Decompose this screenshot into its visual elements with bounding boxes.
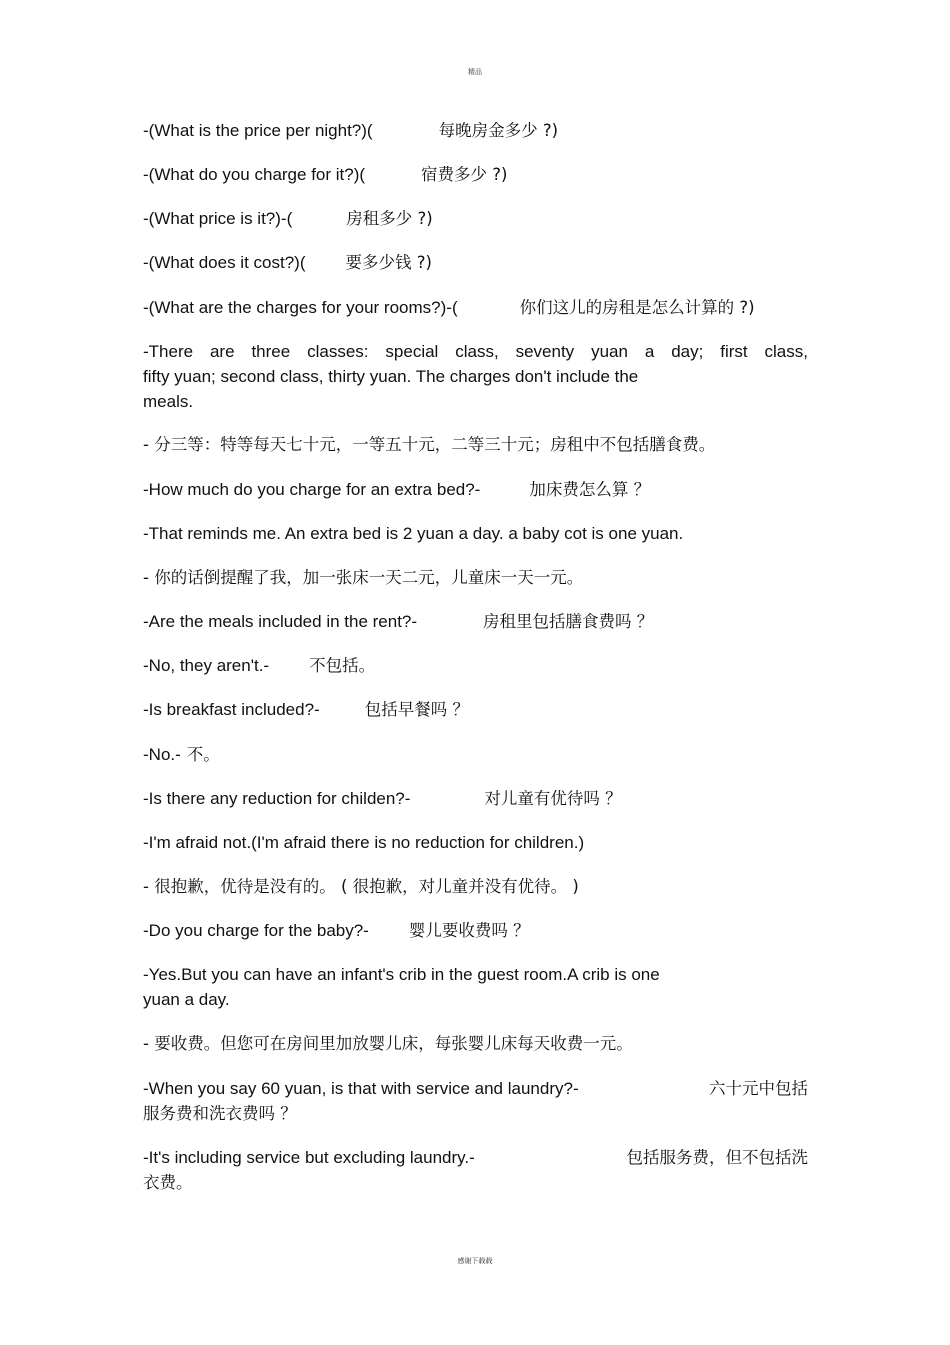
dialogue-line	[143, 565, 808, 590]
english-text: -There are three classes: special class, seventy yuan a day; first class,	[143, 342, 808, 361]
english-text: -(What are the charges for your rooms?)-(	[143, 298, 458, 317]
dialogue-paragraph	[143, 1076, 808, 1126]
english-text: meals.	[143, 392, 194, 411]
dialogue-line	[143, 118, 808, 143]
chinese-text: - 很抱歉，优待是没有的。 ( 很抱歉，对儿童并没有优待。 )	[143, 877, 579, 896]
english-text: -Is breakfast included?-	[143, 700, 320, 719]
dialogue-line	[143, 786, 808, 811]
dialogue-line	[143, 874, 808, 899]
chinese-text: - 要收费。但您可在房间里加放婴儿床，每张婴儿床每天收费一元。	[143, 1034, 633, 1053]
chinese-text: 每晚房金多少 ?)	[438, 121, 559, 140]
chinese-text: 婴儿要收费吗 ？	[408, 921, 530, 940]
english-text: -No, they aren't.-	[143, 656, 270, 675]
english-text: -How much do you charge for an extra bed?-	[143, 480, 481, 499]
english-text: -(What is the price per night?)(	[143, 121, 373, 140]
dialogue-line	[143, 1031, 808, 1056]
chinese-text: 不。	[186, 745, 220, 764]
dialogue-line	[143, 206, 808, 231]
chinese-text: 对儿童有优待吗 ？	[484, 789, 622, 808]
chinese-text: 宿费多少 ?)	[421, 165, 508, 184]
english-text: -Do you charge for the baby?-	[143, 921, 369, 940]
chinese-text: 要多少钱 ?)	[345, 253, 432, 272]
english-text: fifty yuan; second class, thirty yuan. The charges don't include the	[143, 367, 639, 386]
dialogue-line	[143, 250, 808, 275]
chinese-text: 加床费怎么算 ？	[529, 480, 651, 499]
page-footer: 感谢下载载	[457, 1257, 493, 1265]
chinese-text: 不包括。	[309, 656, 376, 675]
dialogue-line	[143, 830, 808, 855]
dialogue-line	[143, 609, 808, 634]
english-text: -When you say 60 yuan, is that with service and laundry?-	[143, 1079, 579, 1098]
dialogue-line	[143, 918, 808, 943]
english-text: -No.-	[143, 745, 181, 764]
chinese-text: - 你的话倒提醒了我，加一张床一天二元，儿童床一天一元。	[143, 568, 584, 587]
english-text: -It's including service but excluding laundry.-	[143, 1148, 475, 1167]
chinese-text: 包括服务费，但不包括洗	[626, 1148, 808, 1167]
english-text: -Is there any reduction for childen?-	[143, 789, 411, 808]
dialogue-paragraph	[143, 962, 808, 1012]
dialogue-paragraph	[143, 1145, 808, 1195]
chinese-text: 包括早餐吗 ？	[364, 700, 469, 719]
dialogue-line	[143, 697, 808, 722]
dialogue-line	[143, 742, 808, 767]
dialogue-line	[143, 162, 808, 187]
english-text: -Yes.But you can have an infant's crib in the guest room.A crib is one	[143, 965, 660, 984]
dialogue-line	[143, 477, 808, 502]
english-text: -(What price is it?)-(	[143, 209, 293, 228]
chinese-text: 房租多少 ?)	[346, 209, 433, 228]
english-text: -(What do you charge for it?)(	[143, 165, 366, 184]
chinese-text: 六十元中包括	[709, 1079, 808, 1098]
chinese-text: - 分三等：特等每天七十元，一等五十元，二等三十元；房租中不包括膳食费。	[143, 435, 716, 454]
english-text: yuan a day.	[143, 990, 230, 1009]
chinese-text: 房租里包括膳食费吗 ？	[483, 612, 654, 631]
english-text: -(What does it cost?)(	[143, 253, 306, 272]
page-header: 精品	[468, 68, 482, 76]
english-text: -Are the meals included in the rent?-	[143, 612, 418, 631]
english-text: -I'm afraid not.(I'm afraid there is no reduction for children.)	[143, 833, 585, 852]
chinese-text: 服务费和洗衣费吗 ？	[143, 1104, 297, 1123]
dialogue-line	[143, 295, 808, 320]
english-text: -That reminds me. An extra bed is 2 yuan a day. a baby cot is one yuan.	[143, 524, 684, 543]
chinese-text: 你们这儿的房租是怎么计算的 ?)	[519, 298, 755, 317]
dialogue-paragraph	[143, 339, 808, 414]
dialogue-line	[143, 653, 808, 678]
dialogue-line	[143, 521, 808, 546]
chinese-text: 衣费。	[143, 1173, 193, 1192]
dialogue-line	[143, 432, 808, 457]
